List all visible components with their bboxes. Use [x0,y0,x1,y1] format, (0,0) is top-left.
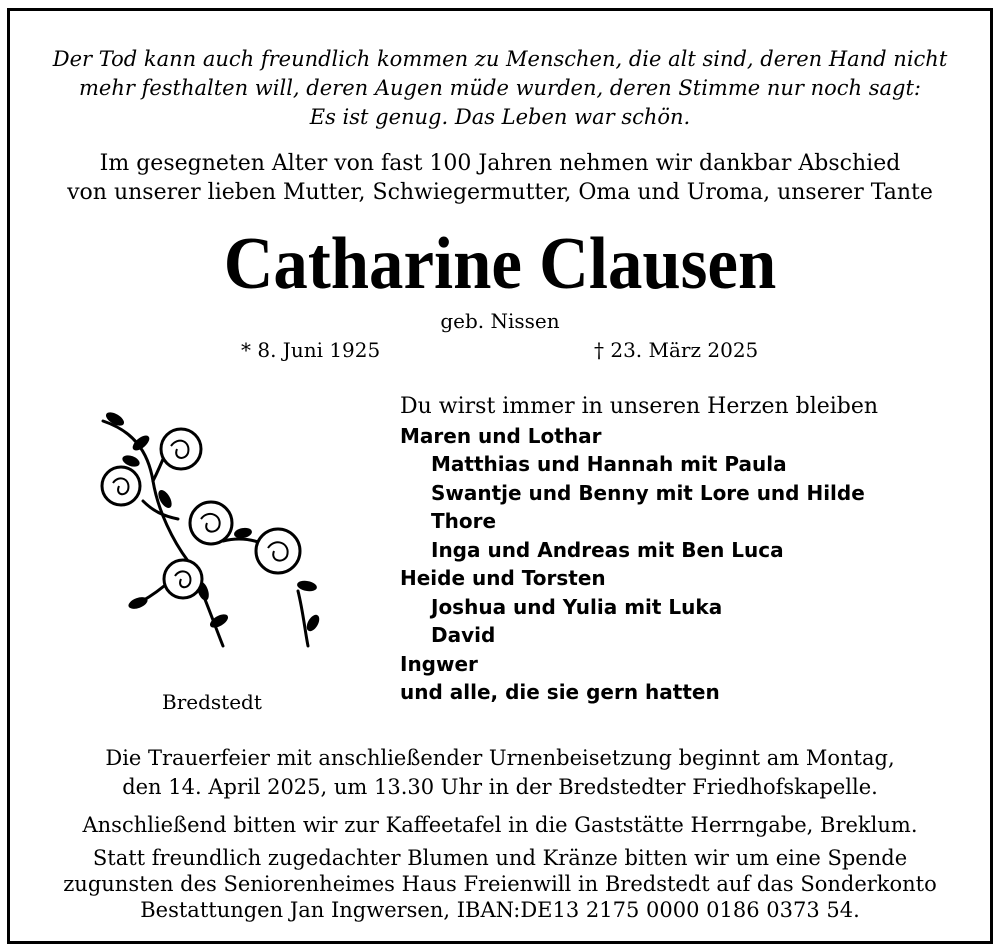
death-date: † 23. März 2025 [594,338,759,362]
mourners-list [400,393,878,707]
mourner-line: Ingwer [400,651,478,676]
mourner-line: David [431,623,496,647]
funeral-line: den 14. April 2025, um 13.30 Uhr in der Bredstedter Friedhofskapelle. [122,775,878,799]
donation-line: zugunsten des Seniorenheimes Haus Freienwill in Bredstedt auf das Sonderkonto [63,872,937,896]
mourner-line: Maren und Lothar [400,423,602,448]
quote-line: mehr festhalten will, deren Augen müde wurden, deren Stimme nur noch sagt: [78,76,922,100]
rose-branch-icon [93,391,323,661]
donation-line: Statt freundlich zugedachter Blumen und Kränze bitten wir um eine Spende [92,846,908,870]
intro-line: von unserer lieben Mutter, Schwiegermutter, Oma und Uroma, unserer Tante [67,180,933,205]
mourner-line: und alle, die sie gern hatten [400,680,720,704]
quote-line: Es ist genug. Das Leben war schön. [309,105,691,129]
poem-quote [10,45,990,132]
deceased-name: Catharine Clausen [223,223,777,305]
donation-info [10,845,990,923]
mourner-line: Thore [431,509,497,533]
intro-text [10,149,990,207]
mourner-line: Inga und Andreas mit Ben Luca [431,537,784,562]
funeral-line: Die Trauerfeier mit anschließender Urnenbeisetzung beginnt am Montag, [105,746,895,770]
funeral-info [10,744,990,802]
mourner-line: Swantje und Benny mit Lore und Hilde [431,480,865,505]
quote-line: Der Tod kann auch freundlich kommen zu Menschen, die alt sind, deren Hand nicht [52,47,948,71]
mourner-line: Joshua und Yulia mit Luka [431,594,723,619]
mourner-line: Heide und Torsten [400,566,606,590]
obituary-notice [7,8,993,944]
mourner-line: Matthias und Hannah mit Paula [431,452,787,476]
mourners-heading: Du wirst immer in unseren Herzen bleiben [400,394,879,419]
birth-date: * 8. Juni 1925 [241,338,381,362]
donation-line: Bestattungen Jan Ingwersen, IBAN:DE13 2175 0000 0186 0373 54. [140,898,860,922]
reception-info: Anschließend bitten wir zur Kaffeetafel in die Gaststätte Herrngabe, Breklum. [82,813,918,837]
intro-line: Im gesegneten Alter von fast 100 Jahren nehmen wir dankbar Abschied [99,151,901,176]
maiden-name: geb. Nissen [440,309,560,333]
place-name: Bredstedt [162,690,262,714]
